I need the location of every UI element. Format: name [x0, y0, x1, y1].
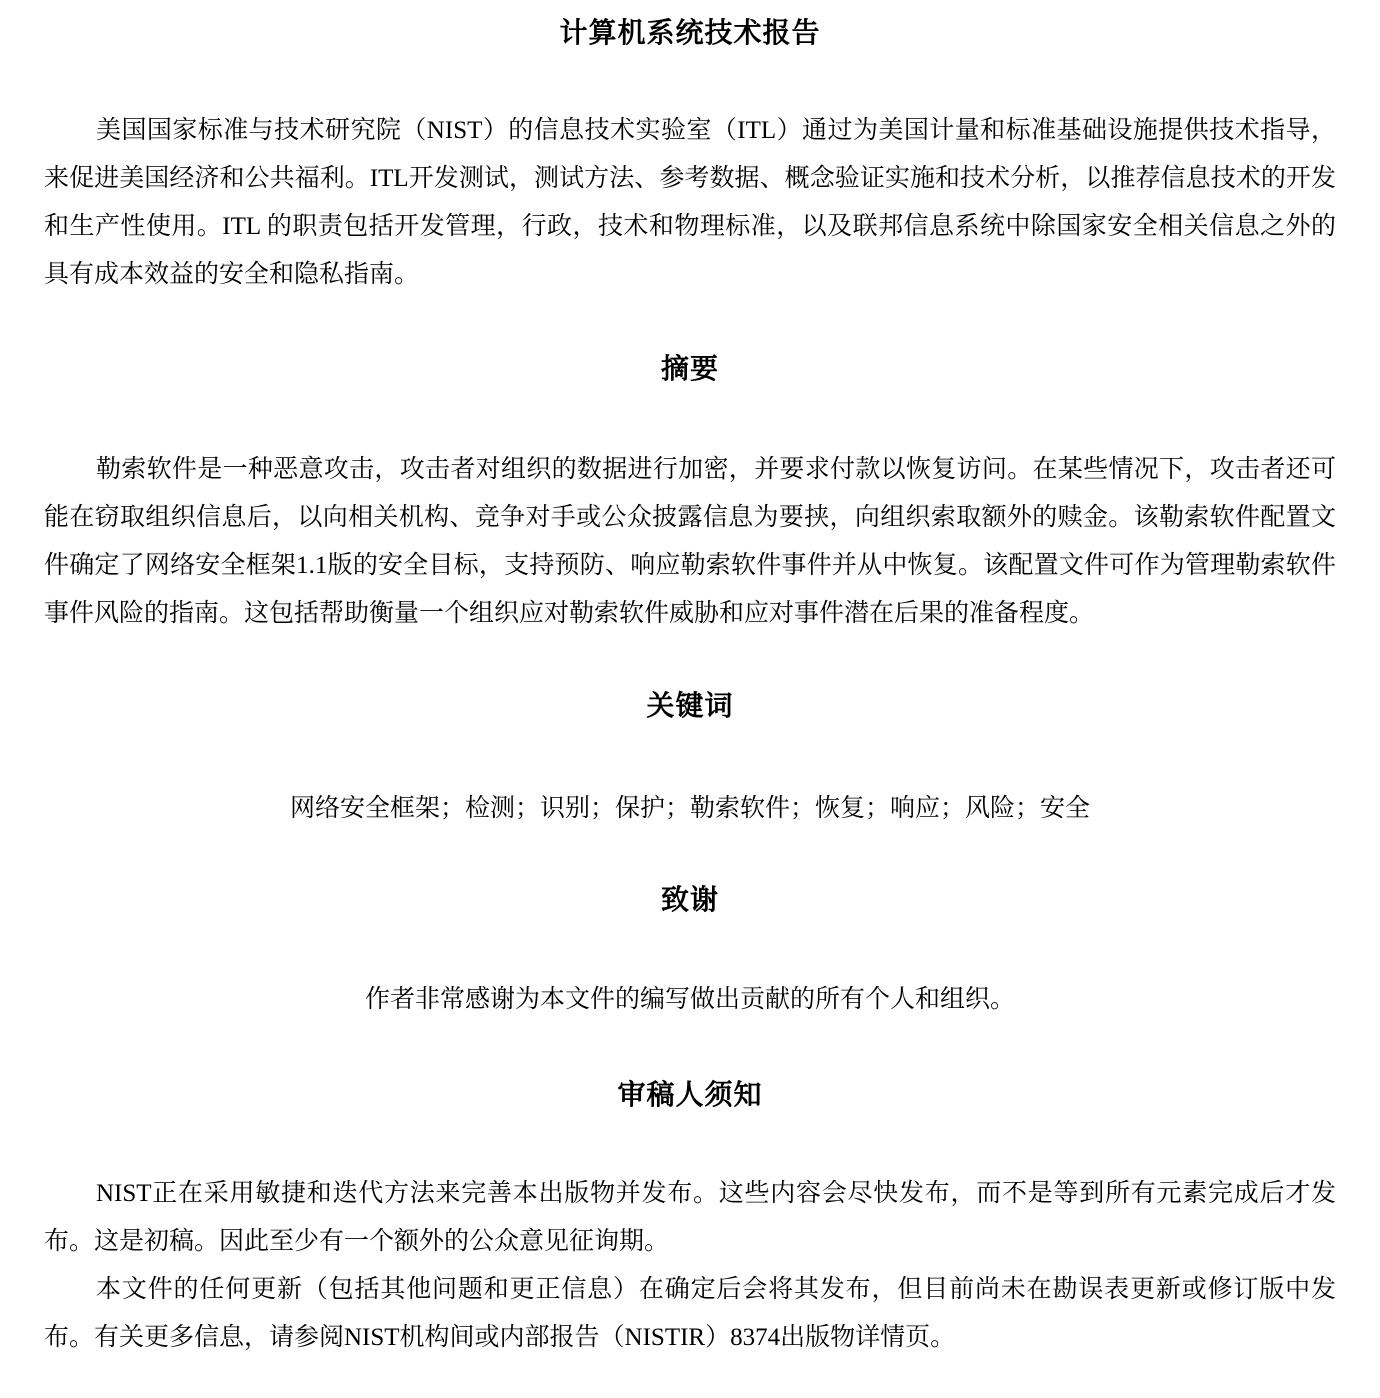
keywords-heading: 关键词: [646, 691, 734, 722]
acknowledgments-line: 作者非常感谢为本文件的编写做出贡献的所有个人和组织。: [364, 986, 1015, 1013]
reviewers-note-paragraph-1: NIST正在采用敏捷和迭代方法来完善本出版物并发布。这些内容会尽快发布，而不是等到所有元素完成后才发布。这是初稿。因此至少有一个额外的公众意见征询期。: [44, 1180, 1336, 1255]
abstract-heading: 摘要: [660, 354, 719, 385]
reviewers-note-paragraph-2: 本文件的任何更新（包括其他问题和更正信息）在确定后会将其发布，但目前尚未在勘误表更新或修订版中发布。有关更多信息，请参阅NIST机构间或内部报告（NISTIR）8374出版物详情页。: [44, 1276, 1336, 1351]
intro-paragraph: 美国国家标准与技术研究院（NIST）的信息技术实验室（ITL）通过为美国计量和标准基础设施提供技术指导，来促进美国经济和公共福利。ITL开发测试，测试方法、参考数据、概念验证实施和技术分析，以推荐信息技术的开发和生产性使用。ITL 的职责包括开发管理，行政，技术和物理标准，以及联邦信息系统中除国家安全相关信息之外的具有成本效益的安全和隐私指南。: [44, 117, 1336, 288]
acknowledgments-heading: 致谢: [660, 885, 719, 916]
document-title: 计算机系统技术报告: [559, 18, 821, 49]
abstract-paragraph: 勒索软件是一种恶意攻击，攻击者对组织的数据进行加密，并要求付款以恢复访问。在某些情况下，攻击者还可能在窃取组织信息后，以向相关机构、竞争对手或公众披露信息为要挟，向组织索取额外的赎金。该勒索软件配置文件确定了网络安全框架1.1版的安全目标，支持预防、响应勒索软件事件并从中恢复。该配置文件可作为管理勒索软件事件风险的指南。这包括帮助衡量一个组织应对勒索软件威胁和应对事件潜在后果的准备程度。: [44, 456, 1336, 627]
keywords-line: 网络安全框架；检测；识别；保护；勒索软件；恢复；响应；风险；安全: [289, 795, 1090, 822]
reviewers-note-heading: 审稿人须知: [617, 1080, 763, 1111]
